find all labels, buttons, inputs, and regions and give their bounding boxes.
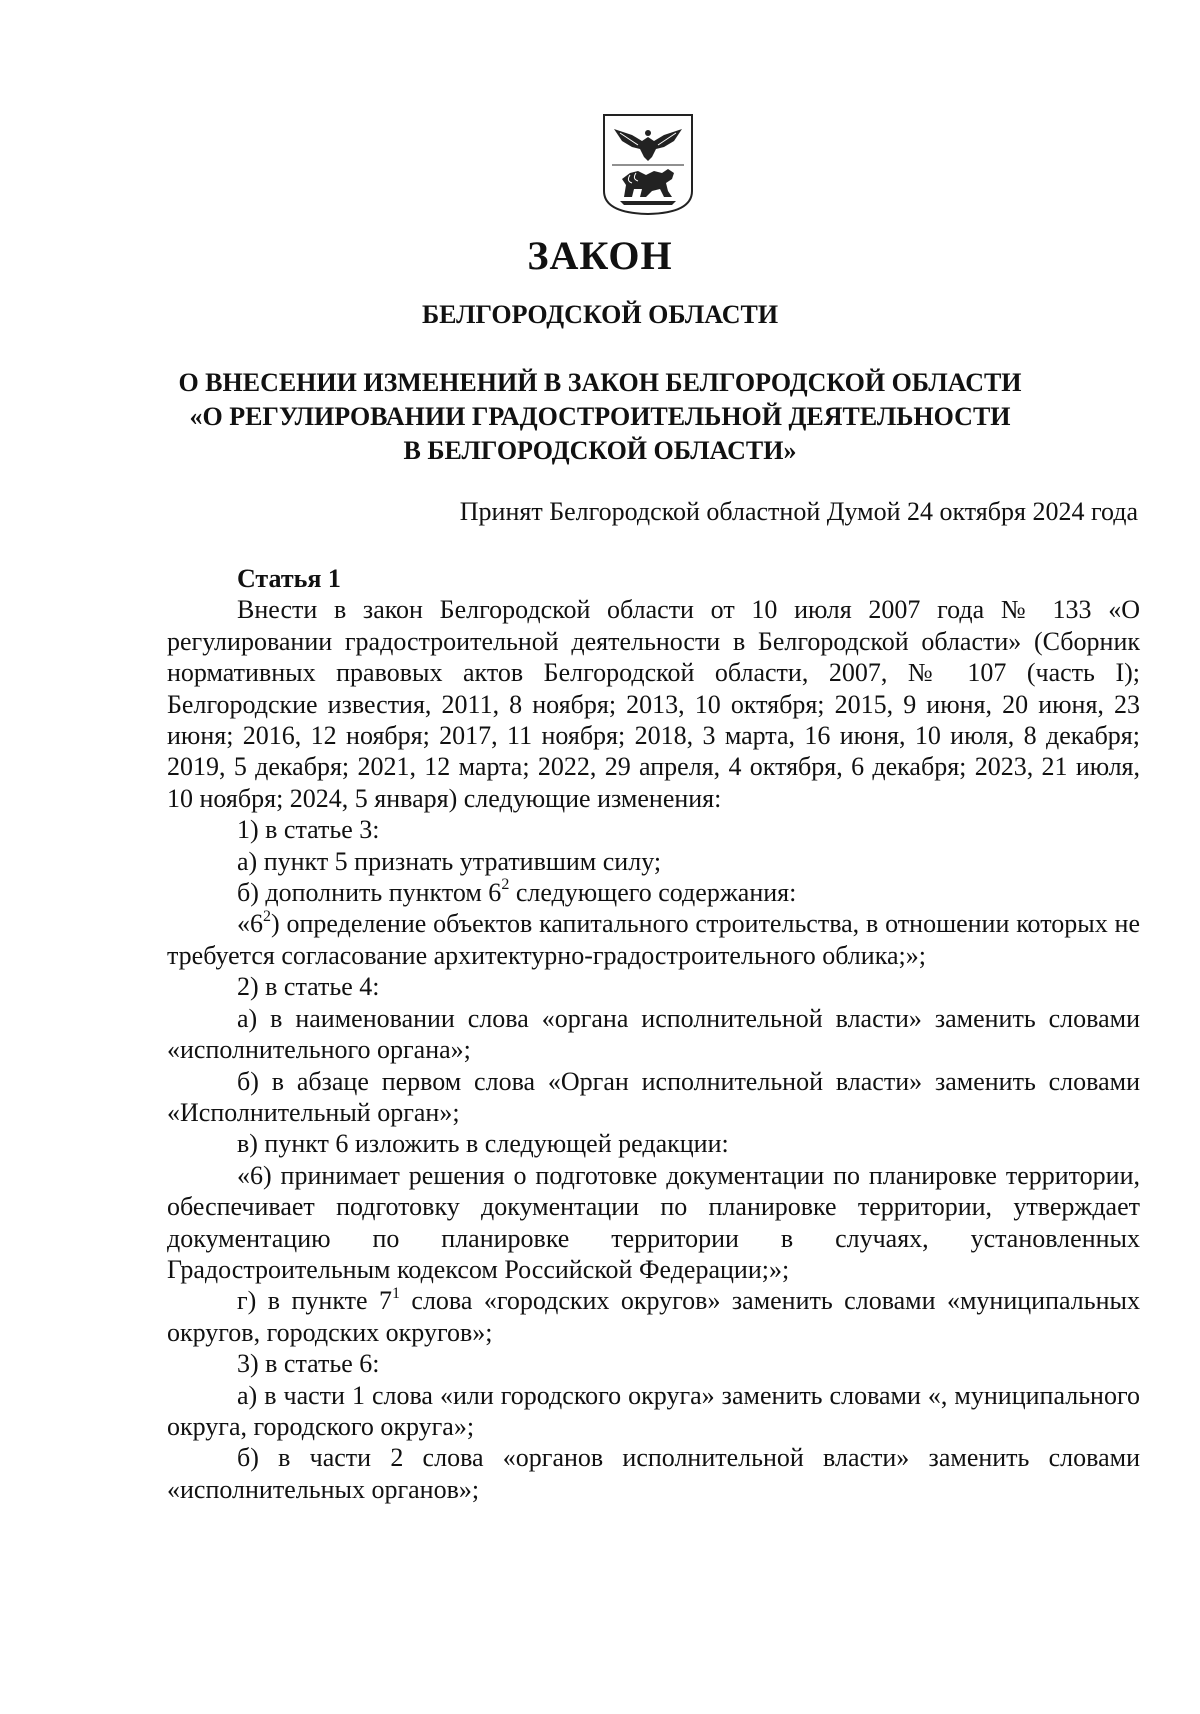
list-item: а) в наименовании слова «органа исполнительной власти» заменить словами «исполнительного органа»; <box>167 1003 1140 1065</box>
list-item: б) дополнить пунктом $6^2$ следующего содержания: <box>237 876 797 908</box>
quoted-text: «6) принимает решения о подготовке документации по планировке территории, обеспечивает подготовку документации по планировке территории, утверждает документацию по планировке территории в случаях, установленных Градостроительным кодексом Российской Федерации;»; <box>167 1160 1140 1284</box>
coat-of-arms-emblem <box>602 113 694 216</box>
document-region: БЕЛГОРОДСКОЙ ОБЛАСТИ <box>421 300 779 329</box>
document-title: ЗАКОН <box>527 233 673 278</box>
list-item: а) в части 1 слова «или городского округа» заменить словами «, муниципального округа, городского округа»; <box>167 1380 1140 1441</box>
document-subtitle <box>0 366 1200 468</box>
article-heading: Статья 1 <box>237 564 341 593</box>
subtitle-line: «О РЕГУЛИРОВАНИИ ГРАДОСТРОИТЕЛЬНОЙ ДЕЯТЕЛЬНОСТИ <box>189 402 1011 431</box>
list-item: 3) в статье 6: <box>237 1349 380 1379</box>
document-body <box>167 563 1140 1505</box>
list-item: 1) в статье 3: <box>237 815 380 845</box>
list-item: б) в части 2 слова «органов исполнительной власти» заменить словами «исполнительных органов»; <box>167 1443 1140 1504</box>
list-item: б) в абзаце первом слова «Орган исполнительной власти» заменить словами «Исполнительный орган»; <box>167 1066 1140 1127</box>
list-item: 2) в статье 4: <box>237 972 380 1002</box>
subtitle-line: О ВНЕСЕНИИ ИЗМЕНЕНИЙ В ЗАКОН БЕЛГОРОДСКОЙ ОБЛАСТИ <box>178 368 1022 397</box>
quoted-text: «$6^2$) определение объектов капитального строительства, в отношении которых не требуется согласование архитектурно-градостроительного облика;»; <box>167 907 1140 970</box>
article-intro: Внести в закон Белгородской области от 10 июля 2007 года № 133 «О регулировании градостроительной деятельности в Белгородской области» (Сборник нормативных правовых актов Белгородской области, 2007, № 107 (часть I); Белгородские известия, 2011, 8 ноября; 2013, 10 октября; 2015, 9 июня, 20 июня, 23 июня; 2016, 12 ноября; 2017, 11 ноября; 2018, 3 марта, 16 июня, 10 июля, 8 декабря; 2019, 5 декабря; 2021, 12 марта; 2022, 29 апреля, 4 октября, 6 декабря; 2023, 21 июля, 10 ноября; 2024, 5 января) следующие изменения: <box>167 595 1140 813</box>
list-item: г) в пункте $7^1$ слова «городских округов» заменить словами «муниципальных округов, городских округов»; <box>167 1284 1140 1347</box>
subtitle-line: В БЕЛГОРОДСКОЙ ОБЛАСТИ» <box>403 436 797 465</box>
adoption-note: Принят Белгородской областной Думой 24 октября 2024 года <box>459 497 1138 526</box>
list-item: а) пункт 5 признать утратившим силу; <box>237 846 662 876</box>
list-item: в) пункт 6 изложить в следующей редакции: <box>237 1129 729 1159</box>
coat-of-arms-icon <box>602 113 694 216</box>
